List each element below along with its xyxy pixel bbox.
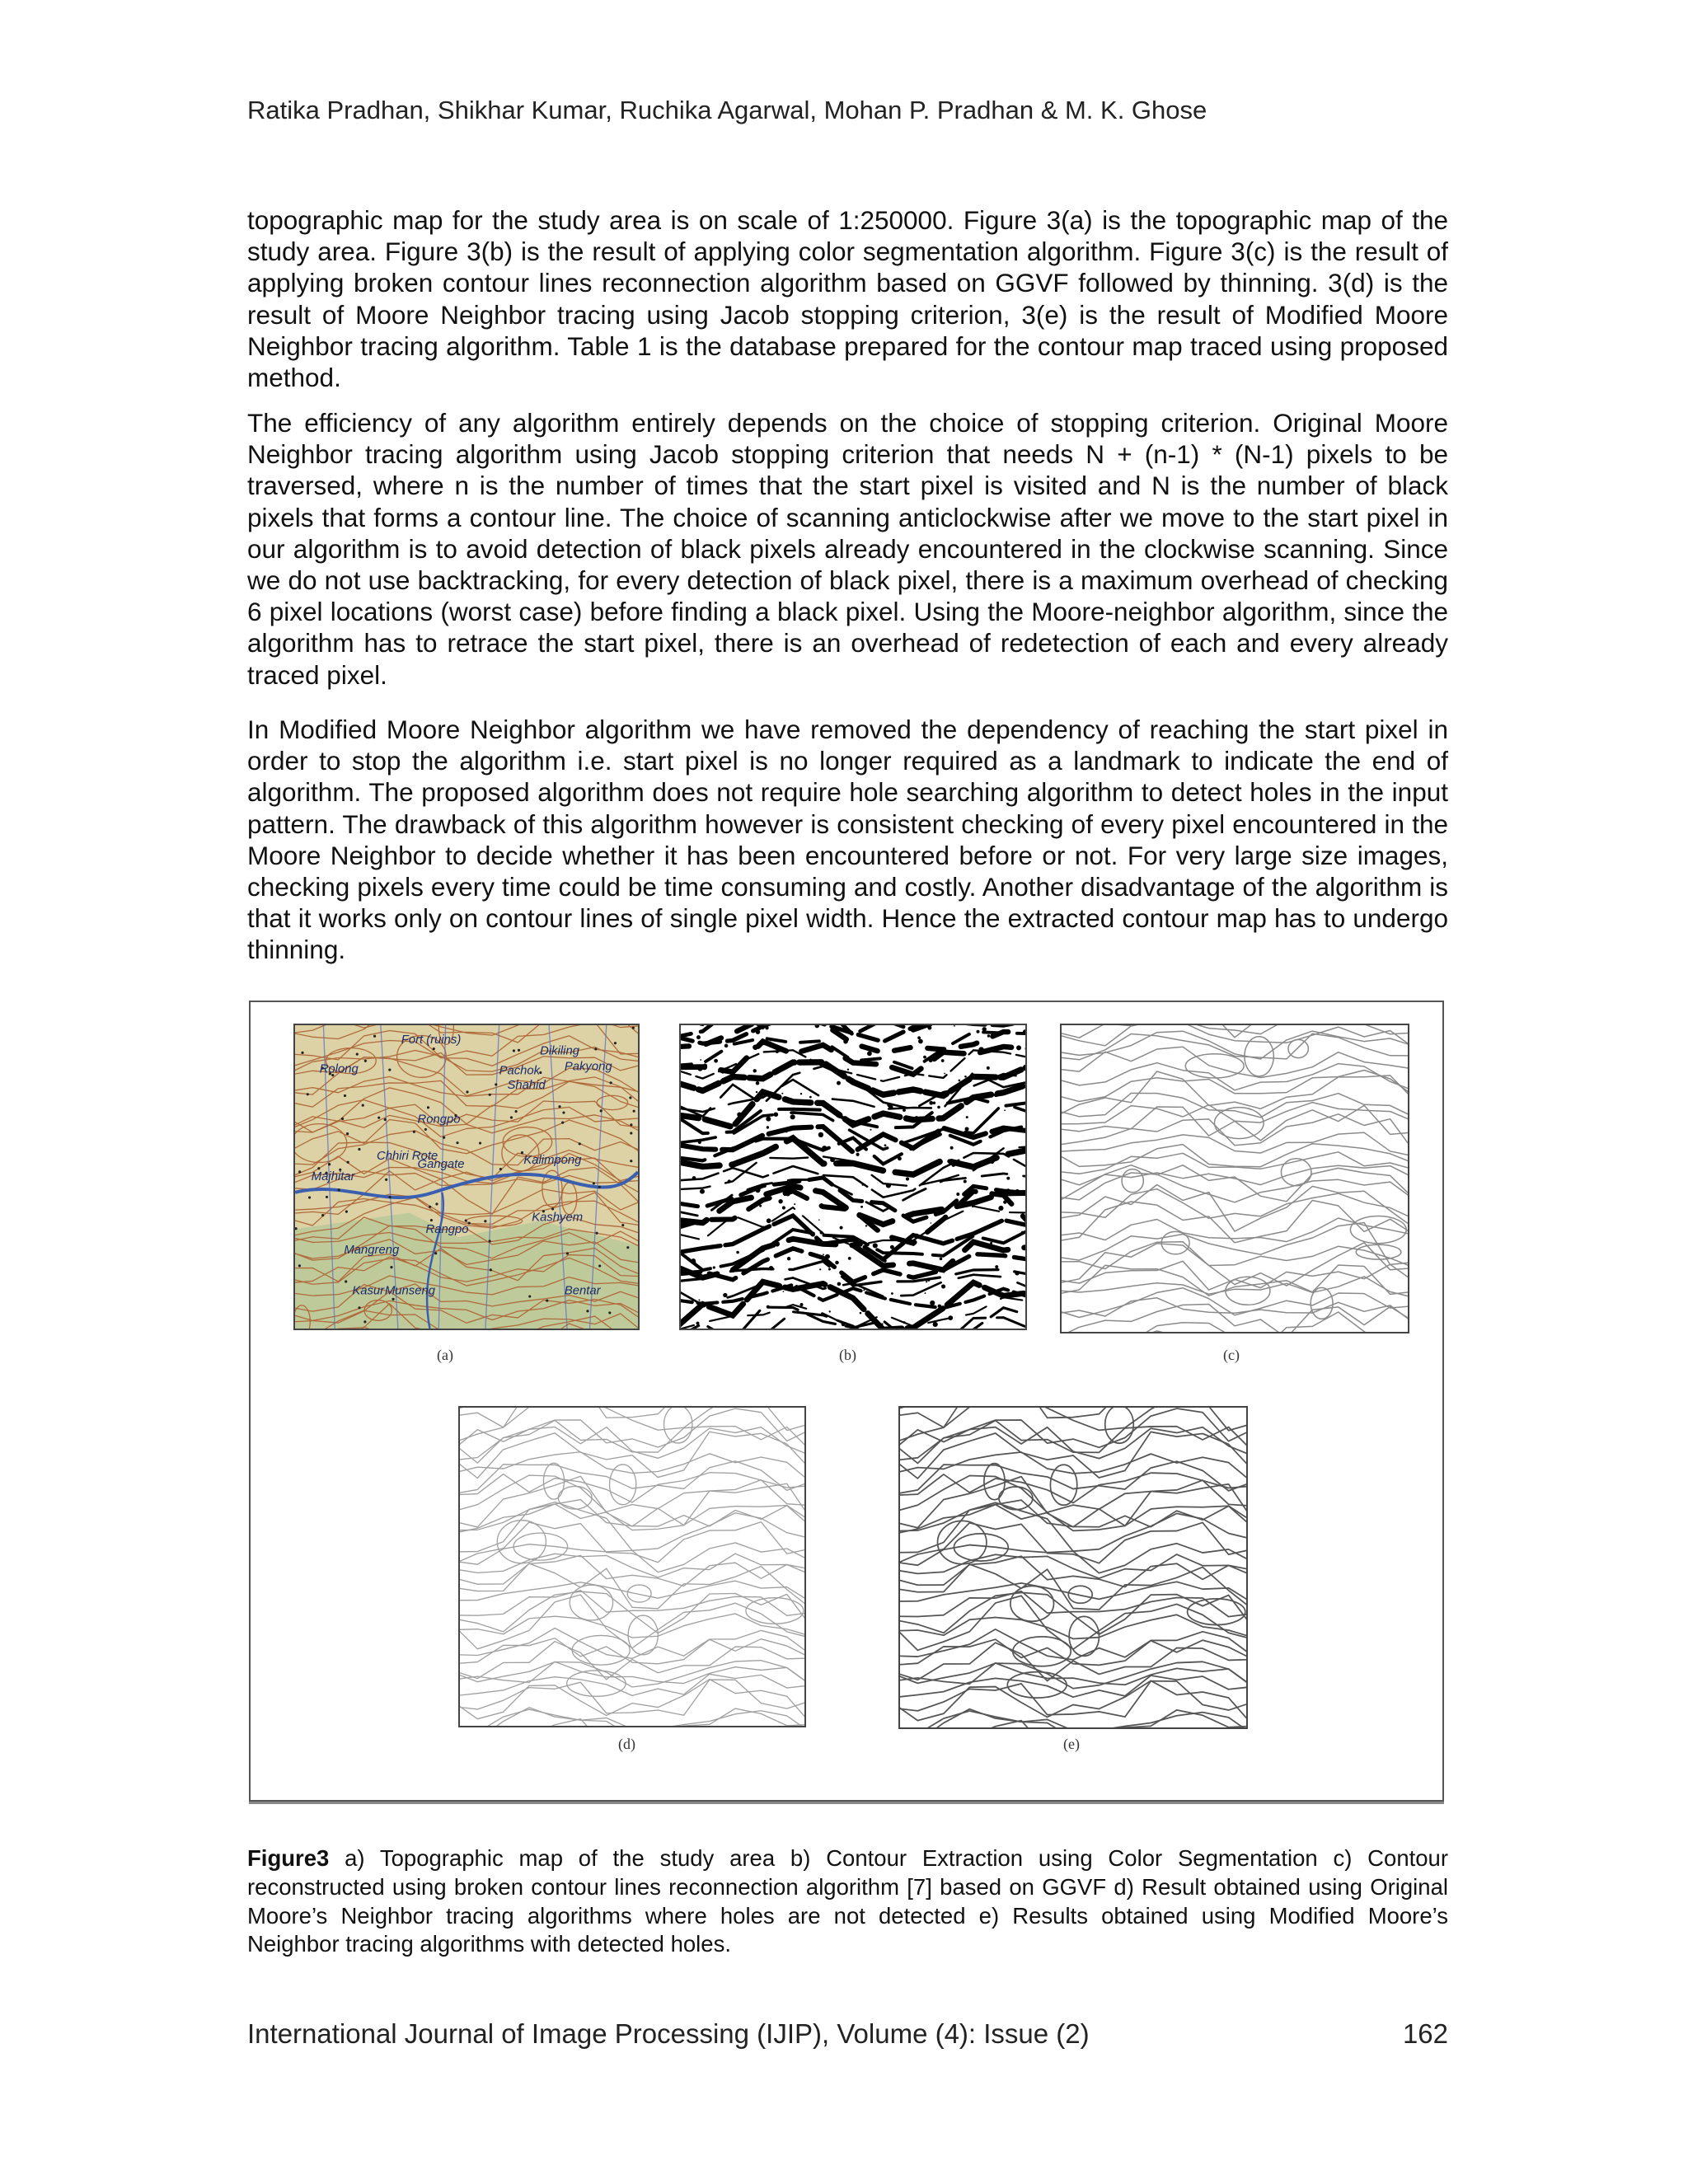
map-place-label: Rolong [319, 1062, 359, 1076]
segmentation-noise [929, 1101, 933, 1105]
caption-label: Figure3 [247, 1845, 330, 1871]
segmentation-noise [987, 1066, 990, 1070]
map-settlement-dot [484, 1220, 486, 1222]
segmentation-noise [787, 1257, 790, 1260]
map-settlement-dot [362, 1104, 364, 1107]
segmentation-noise [1021, 1231, 1023, 1233]
segmentation-noise [917, 1036, 921, 1039]
segmentation-noise [995, 1265, 998, 1268]
map-settlement-dot [632, 1027, 635, 1029]
segmentation-noise [964, 1180, 967, 1183]
map-place-label: Rongpo [417, 1113, 461, 1127]
segmentation-noise [978, 1047, 983, 1052]
map-settlement-dot [630, 1132, 632, 1134]
segmentation-noise [1006, 1188, 1010, 1192]
segmentation-noise [937, 1106, 940, 1109]
map-settlement-dot [561, 1122, 564, 1124]
segmentation-noise [979, 1136, 982, 1138]
segmentation-noise [782, 1206, 785, 1209]
topographic-map-image [295, 1025, 638, 1329]
segmentation-noise [776, 1050, 779, 1053]
map-settlement-dot [614, 1042, 617, 1044]
segmentation-noise [728, 1179, 731, 1183]
segmentation-noise [703, 1063, 707, 1067]
map-settlement-dot [363, 1320, 366, 1323]
segmentation-noise [837, 1282, 842, 1286]
map-settlement-dot [341, 1118, 344, 1120]
segmentation-noise [720, 1070, 724, 1074]
segmentation-noise [1006, 1177, 1010, 1180]
segmentation-noise [1015, 1189, 1020, 1193]
map-settlement-dot [429, 1206, 431, 1208]
map-settlement-dot [608, 1311, 611, 1314]
segmentation-noise [842, 1072, 846, 1076]
segmentation-noise [756, 1091, 757, 1093]
segmentation-noise [1003, 1200, 1006, 1203]
map-place-label: Bentar [564, 1284, 601, 1298]
segmentation-noise [769, 1041, 771, 1043]
segmentation-noise [1015, 1271, 1019, 1275]
segmentation-noise [753, 1044, 758, 1050]
map-settlement-dot [479, 1141, 481, 1144]
map-settlement-dot [317, 1167, 320, 1169]
segmentation-noise [948, 1315, 953, 1320]
segmentation-noise [927, 1279, 930, 1282]
map-place-label: Dikiling [540, 1044, 579, 1058]
segmentation-noise [990, 1160, 994, 1164]
map-place-label: Pakyong [564, 1060, 612, 1074]
segmentation-noise [785, 1129, 788, 1132]
segmentation-noise [941, 1059, 945, 1062]
segmentation-noise [736, 1251, 739, 1254]
segmentation-noise [759, 1205, 762, 1207]
segmentation-noise [884, 1259, 887, 1263]
segmentation-noise [918, 1039, 923, 1044]
segmentation-noise [887, 1103, 891, 1107]
panel-c-reconstructed-contours [1060, 1024, 1409, 1333]
map-settlement-dot [338, 1188, 340, 1191]
segmentation-noise [723, 1293, 727, 1297]
map-settlement-dot [413, 1131, 415, 1133]
map-place-label: Rangpo [425, 1223, 469, 1237]
map-settlement-dot [358, 1148, 360, 1151]
segmentation-noise [794, 1203, 795, 1205]
paragraph-1: topographic map for the study area is on scale of 1:250000. Figure 3(a) is the topographic map of the study area. Figure 3(b) is the result of applying color segmentation algorithm. Figure 3(c) is the result of applying broken contour lines reconnection algorithm based on GGVF followed by thinning. 3(d) is the result of Moore Neighbor tracing using Jacob stopping criterion, 3(e) is the result of Modified Moore Neighbor tracing algorithm. Table 1 is the database prepared for the contour map traced using proposed method. [247, 205, 1448, 393]
segmentation-noise [898, 1156, 902, 1160]
segmentation-noise [840, 1226, 843, 1230]
map-settlement-dot [598, 1264, 601, 1267]
caption-text: a) Topographic map of the study area b) Contour Extraction using Color Segmentation c) Contour reconstructed using broken contour lines reconnection algorithm [7] based on GGVF d) Result obtained using Original Moore’s Neighbor tracing algorithms where holes are not detected e) Results obtained using Modified Moore’s Neighbor tracing algorithms with detected holes. [247, 1845, 1448, 1957]
map-settlement-dot [373, 1035, 376, 1038]
segmentation-noise [835, 1261, 839, 1265]
segmentation-noise [929, 1058, 933, 1062]
page-number: 162 [1402, 2018, 1448, 2049]
panel-label-c: (c) [1223, 1347, 1240, 1363]
map-settlement-dot [629, 1096, 631, 1099]
map-settlement-dot [593, 1182, 595, 1184]
map-settlement-dot [595, 1232, 598, 1235]
map-settlement-dot [466, 1090, 468, 1093]
figure-caption [247, 1844, 1448, 1959]
segmentation-noise [965, 1245, 968, 1248]
segmentation-noise [915, 1116, 918, 1119]
segmentation-noise [915, 1234, 919, 1238]
segmentation-noise [774, 1112, 779, 1117]
map-settlement-dot [465, 1219, 467, 1221]
segmentation-noise [696, 1322, 700, 1325]
segmentation-noise [809, 1096, 812, 1099]
segmentation-noise [923, 1056, 926, 1059]
map-place-label: Mangreng [344, 1243, 400, 1257]
map-settlement-dot [515, 1110, 518, 1113]
map-settlement-dot [456, 1141, 458, 1144]
map-place-label: Majhitar [311, 1169, 355, 1183]
map-settlement-dot [633, 1110, 635, 1113]
segmentation-noise [965, 1127, 969, 1131]
map-settlement-dot [326, 1196, 328, 1198]
map-settlement-dot [598, 1186, 601, 1188]
panel-a-topographic-map [293, 1024, 640, 1330]
segmentation-noise [925, 1292, 926, 1294]
map-settlement-dot [546, 1299, 548, 1301]
map-settlement-dot [513, 1049, 515, 1052]
map-settlement-dot [495, 1083, 497, 1085]
segmentation-noise [873, 1243, 878, 1248]
segmentation-noise [785, 1191, 790, 1196]
original-moore-result-image [460, 1408, 804, 1726]
map-settlement-dot [630, 1123, 632, 1126]
segmentation-noise [823, 1254, 824, 1255]
segmentation-noise [800, 1303, 804, 1306]
segmentation-noise [954, 1025, 955, 1027]
map-settlement-dot [510, 1116, 513, 1118]
segmentation-noise [818, 1132, 823, 1137]
panel-label-d: (d) [618, 1736, 635, 1752]
segmentation-noise [951, 1305, 953, 1306]
map-place-label: Fort (ruins) [401, 1033, 462, 1047]
segmentation-noise [842, 1322, 846, 1326]
segmentation-noise [941, 1284, 945, 1288]
segmentation-noise [870, 1129, 872, 1131]
segmentation-noise [790, 1114, 795, 1119]
segmentation-noise [938, 1305, 942, 1309]
segmentation-noise [1004, 1109, 1006, 1111]
map-settlement-dot [384, 1118, 387, 1121]
segmentation-noise [700, 1059, 701, 1061]
segmentation-noise [956, 1193, 959, 1196]
segmentation-noise [926, 1281, 927, 1282]
paragraph-2: The efficiency of any algorithm entirely depends on the choice of stopping criterion. Original Moore Neighbor tracing algorithm using Jacob stopping criterion that needs N + (n-1) * (N-1) pixels to be traversed, where n is the number of times that the start pixel is visited and N is the number of black pixels that forms a contour line. The choice of scanning anticlockwise after we move to the start pixel in our algorithm is to avoid detection of black pixels already encountered in the clockwise scanning. Since we do not use backtracking, for every detection of black pixel, there is a maximum overhead of checking 6 pixel locations (worst case) before finding a black pixel. Using the Moore-neighbor algorithm, since the algorithm has to retrace the start pixel, there is an overhead of redetection of each and every already traced pixel. [247, 408, 1448, 690]
segmentation-noise [890, 1245, 894, 1249]
segmentation-noise [714, 1059, 718, 1063]
segmentation-noise [756, 1029, 761, 1034]
segmentation-noise [734, 1266, 735, 1268]
map-settlement-dot [490, 1268, 492, 1271]
segmentation-noise [739, 1200, 741, 1202]
segmentation-noise [976, 1030, 979, 1033]
segmentation-noise [765, 1026, 768, 1029]
segmentation-noise [828, 1268, 831, 1270]
map-place-label: Chhiri Rote [377, 1150, 438, 1164]
segmentation-noise [843, 1039, 848, 1044]
map-settlement-dot [610, 1081, 612, 1084]
segmentation-noise [856, 1248, 860, 1251]
map-settlement-dot [630, 1160, 632, 1162]
segmentation-noise [862, 1184, 864, 1186]
panel-label-a: (a) [437, 1347, 453, 1363]
paragraph-3: In Modified Moore Neighbor algorithm we have removed the dependency of reaching the start pixel in order to stop the algorithm i.e. start pixel is no longer required as a landmark to indicate the end of algorithm. The proposed algorithm does not require hole searching algorithm to detect holes in the input pattern. The drawback of this algorithm however is consistent checking of every pixel encountered in the Moore Neighbor to decide whether it has been encountered before or not. For very large size images, checking pixels every time could be time consuming and costly. Another disadvantage of the algorithm is that it works only on contour lines of single pixel width. Hence the extracted contour map has to undergo thinning. [247, 715, 1448, 965]
segmentation-noise [698, 1141, 701, 1144]
segmentation-noise [865, 1225, 867, 1226]
segmentation-noise [837, 1081, 841, 1085]
map-settlement-dot [427, 1106, 429, 1108]
segmentation-noise [848, 1257, 851, 1260]
segmentation-noise [927, 1026, 931, 1030]
segmentation-noise [825, 1254, 830, 1259]
segmentation-noise [820, 1231, 823, 1235]
map-settlement-dot [600, 1109, 603, 1112]
map-settlement-dot [579, 1142, 581, 1145]
reconstructed-contours-image [1062, 1025, 1408, 1332]
map-settlement-dot [345, 1211, 348, 1213]
map-settlement-dot [499, 1168, 502, 1170]
segmentation-noise [860, 1312, 862, 1315]
segmentation-noise [885, 1113, 889, 1117]
segmentation-noise [866, 1141, 870, 1144]
map-settlement-dot [433, 1047, 435, 1050]
map-settlement-dot [388, 1069, 391, 1071]
map-settlement-dot [301, 1052, 303, 1054]
segmentation-noise [692, 1260, 696, 1263]
segmentation-noise [724, 1044, 729, 1048]
map-settlement-dot [435, 1202, 438, 1205]
segmentation-noise [830, 1157, 835, 1162]
map-settlement-dot [489, 1094, 491, 1096]
segmentation-noise [886, 1183, 891, 1188]
segmentation-noise [891, 1292, 893, 1295]
panel-b-color-segmentation [679, 1024, 1027, 1330]
map-settlement-dot [518, 1049, 520, 1052]
map-settlement-dot [345, 1280, 347, 1282]
segmentation-noise [688, 1084, 692, 1088]
map-settlement-dot [443, 1137, 445, 1139]
segmentation-noise [951, 1163, 955, 1167]
map-settlement-dot [562, 1111, 565, 1113]
segmentation-noise [856, 1153, 859, 1156]
journal-citation: International Journal of Image Processing (IJIP), Volume (4): Issue (2) [247, 2018, 1090, 2049]
segmentation-noise [930, 1301, 935, 1305]
segmentation-noise [964, 1076, 967, 1078]
map-settlement-dot [430, 1219, 433, 1221]
map-settlement-dot [389, 1196, 392, 1198]
segmentation-noise [906, 1177, 909, 1180]
map-place-label: Shahid [507, 1079, 546, 1093]
map-place-label: Kashyem [532, 1211, 584, 1225]
segmentation-noise [818, 1219, 820, 1221]
map-settlement-dot [551, 1207, 554, 1210]
segmentation-noise [797, 1218, 799, 1221]
segmentation-noise [756, 1081, 760, 1085]
map-place-label: Pachok [499, 1064, 541, 1078]
page-footer [247, 2018, 1448, 2050]
map-settlement-dot [392, 1298, 394, 1301]
segmentation-noise [933, 1322, 938, 1327]
map-settlement-dot [346, 1132, 349, 1135]
segmentation-noise [755, 1188, 760, 1193]
segmentation-noise [775, 1241, 780, 1246]
segmentation-noise [850, 1236, 853, 1240]
segmentation-noise [987, 1034, 990, 1037]
segmentation-noise [957, 1161, 961, 1165]
segmentation-noise [940, 1258, 943, 1261]
segmentation-noise [990, 1242, 992, 1244]
segmentation-noise [1016, 1045, 1021, 1050]
segmentation-noise [966, 1116, 968, 1118]
segmentation-noise [800, 1093, 802, 1094]
segmentation-noise [1010, 1191, 1011, 1193]
map-settlement-dot [528, 1295, 531, 1297]
panel-label-b: (b) [839, 1347, 856, 1363]
segmentation-noise [822, 1146, 827, 1151]
segmentation-noise [698, 1299, 700, 1301]
segmentation-noise [766, 1117, 771, 1122]
segmentation-noise [856, 1101, 857, 1103]
panel-label-e: (e) [1063, 1736, 1080, 1752]
map-settlement-dot [390, 1266, 392, 1268]
map-settlement-dot [489, 1240, 491, 1242]
segmentation-noise [982, 1027, 987, 1031]
map-settlement-dot [385, 1179, 387, 1181]
segmentation-noise [737, 1112, 742, 1117]
modified-moore-result-image [900, 1408, 1246, 1727]
segmentation-noise [1010, 1130, 1011, 1132]
map-settlement-dot [377, 1117, 380, 1119]
map-settlement-dot [621, 1224, 624, 1226]
map-settlement-dot [298, 1170, 301, 1173]
segmentation-noise [903, 1321, 906, 1324]
map-settlement-dot [307, 1093, 309, 1095]
map-settlement-dot [321, 1214, 324, 1216]
segmentation-noise [947, 1159, 951, 1163]
map-settlement-dot [566, 1252, 569, 1254]
segmentation-noise [769, 1266, 774, 1271]
map-settlement-dot [424, 1128, 427, 1131]
map-settlement-dot [358, 1306, 360, 1309]
segmentation-noise [692, 1176, 696, 1180]
map-settlement-dot [558, 1105, 560, 1108]
segmentation-noise [944, 1073, 945, 1075]
map-place-label: Kalimpong [523, 1154, 582, 1168]
segmentation-image [681, 1025, 1025, 1329]
segmentation-noise [753, 1069, 757, 1072]
segmentation-noise [899, 1047, 903, 1051]
panel-d-original-moore-tracing [458, 1406, 806, 1727]
segmentation-noise [998, 1206, 1003, 1211]
map-place-label: Gangate [417, 1158, 465, 1172]
segmentation-noise [819, 1268, 821, 1270]
map-settlement-dot [586, 1310, 588, 1312]
figure-3 [249, 1001, 1444, 1802]
segmentation-noise [767, 1305, 770, 1309]
segmentation-noise [903, 1108, 906, 1112]
segmentation-noise [713, 1266, 715, 1268]
map-settlement-dot [626, 1246, 629, 1249]
map-settlement-dot [328, 1163, 331, 1165]
map-settlement-dot [347, 1161, 349, 1164]
segmentation-noise [863, 1289, 865, 1291]
segmentation-noise [783, 1291, 785, 1292]
segmentation-noise [860, 1206, 863, 1208]
segmentation-noise [867, 1051, 872, 1056]
segmentation-noise [931, 1222, 932, 1224]
map-settlement-dot [298, 1264, 301, 1267]
map-settlement-dot [344, 1094, 346, 1097]
segmentation-noise [697, 1066, 702, 1071]
segmentation-noise [994, 1093, 998, 1097]
segmentation-noise [785, 1140, 788, 1142]
panel-e-modified-moore-tracing [898, 1406, 1248, 1729]
segmentation-noise [767, 1218, 771, 1223]
segmentation-noise [829, 1310, 831, 1312]
map-place-label: Kasur [352, 1284, 385, 1298]
segmentation-noise [700, 1189, 705, 1194]
running-header: Ratika Pradhan, Shikhar Kumar, Ruchika Agarwal, Mohan P. Pradhan & M. K. Ghose [247, 96, 1207, 124]
segmentation-noise [879, 1230, 880, 1231]
segmentation-noise [778, 1199, 782, 1203]
segmentation-noise [685, 1037, 687, 1039]
map-settlement-dot [434, 1252, 437, 1254]
segmentation-noise [881, 1323, 883, 1324]
segmentation-noise [696, 1035, 701, 1039]
map-settlement-dot [594, 1047, 597, 1050]
segmentation-noise [950, 1146, 954, 1150]
map-settlement-dot [364, 1060, 367, 1062]
segmentation-noise [741, 1077, 743, 1079]
map-settlement-dot [356, 1053, 359, 1056]
segmentation-noise [884, 1144, 887, 1146]
segmentation-noise [767, 1126, 769, 1128]
segmentation-noise [959, 1080, 961, 1082]
map-place-label: Munseng [384, 1284, 435, 1298]
segmentation-noise [781, 1093, 783, 1094]
map-settlement-dot [308, 1196, 311, 1198]
segmentation-noise [847, 1069, 849, 1071]
